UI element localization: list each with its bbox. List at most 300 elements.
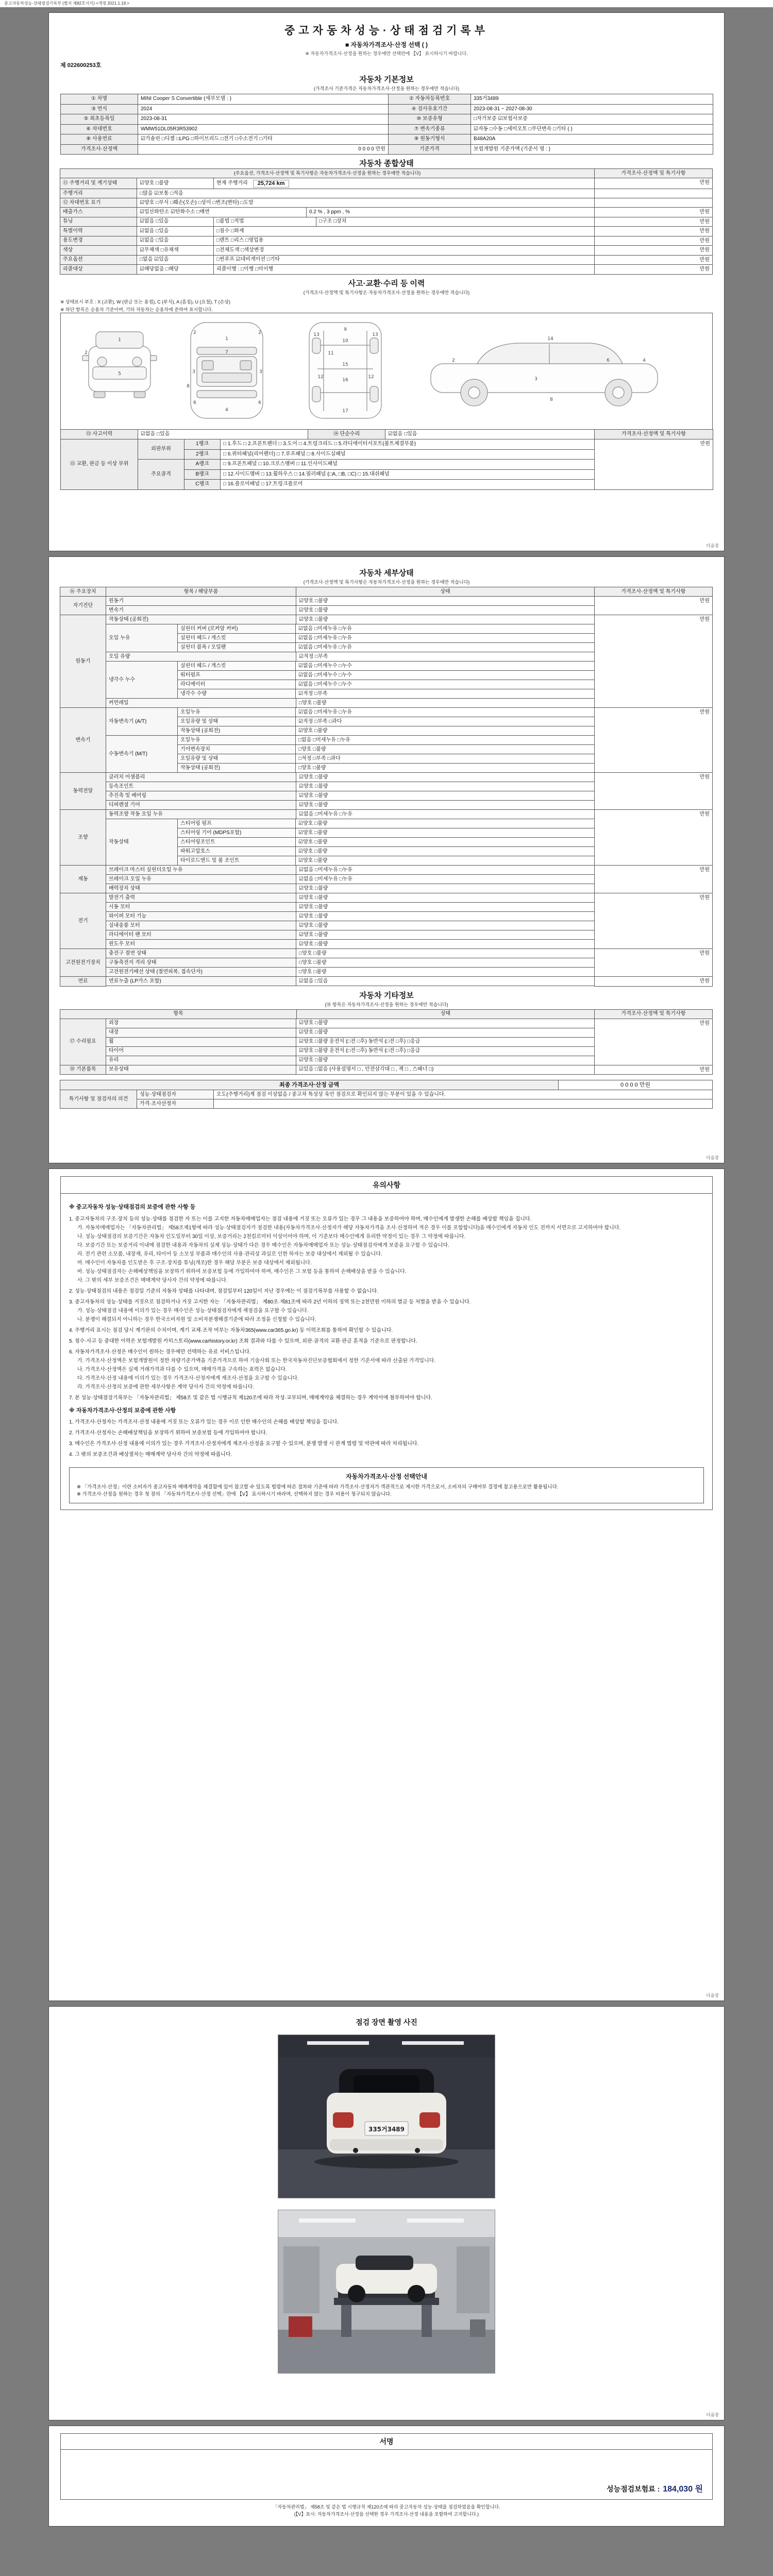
next-page-note: 다음장	[706, 1993, 719, 1998]
device-label: 고전원전기장치	[60, 948, 106, 977]
notice-text: 7. 본 성능·상태점검기록부는 「자동차관리법」 제58조 및 같은 법 시행규칙 제120조에 따라 작성·교부되며, 매매계약을 체결하는 경우 계약서에 첨부하여야 합니다.	[69, 1395, 432, 1401]
odometer-label: 현재 주행거리	[216, 180, 248, 187]
checkbox-cell[interactable]: ☑없음 □미세누유 □누유	[295, 633, 595, 643]
comprehensive-row	[60, 207, 713, 217]
sub-row	[178, 828, 595, 838]
sub-row	[178, 642, 595, 652]
sub-row	[178, 707, 595, 717]
notice-item	[69, 1417, 704, 1428]
notice-item	[69, 1438, 704, 1449]
checkbox-cell[interactable]: ☑양호 □불량	[296, 939, 595, 949]
item-label: 원동기	[106, 596, 296, 606]
checkbox-cell[interactable]: □양호 □불량	[295, 763, 595, 773]
fuel-checkboxes[interactable]: ☑가솔린 □디젤 □LPG □하이브리드 □전기 □수소전기 □기타	[138, 134, 389, 145]
car-damage-diagram-box	[60, 313, 713, 430]
checkbox-cell[interactable]: □불법 □적법	[213, 217, 316, 227]
page-3	[48, 1168, 725, 2001]
sub-item-label: 기어변속장치	[177, 744, 296, 754]
state-code-legend: ※ 상태표시 부호 : X (교환), W (판금 또는 용접), C (부식), A (흠집), U (요철), T (손상)	[60, 299, 230, 304]
checkbox-cell[interactable]: □양호 □불량	[296, 698, 595, 708]
rank2-label: 2랭크	[184, 449, 221, 460]
sub-item-label: 냉각수 수량	[177, 689, 296, 699]
price-cell: 만원	[594, 948, 713, 977]
item-block	[106, 1065, 595, 1075]
basic-info-table	[60, 94, 713, 155]
sub-item-label: 오일누유	[177, 735, 296, 745]
engine-type-value: B48A20A	[471, 134, 713, 145]
checkbox-cell[interactable]: ☑양호 □불량	[296, 884, 595, 893]
checkbox-cell[interactable]: □침수 □화재	[213, 226, 595, 236]
checkbox-cell[interactable]: ☑양호 □불량	[296, 930, 595, 940]
price-cell: 만원	[594, 236, 713, 246]
rankC-checkboxes[interactable]: □ 16.플로어패널 □ 17.트렁크플로어	[221, 480, 595, 490]
svg-text:1: 1	[225, 336, 228, 342]
checkbox-cell[interactable]: ☑양호 □불량	[296, 921, 595, 930]
device-column-header: ⑯ 주요장치	[60, 587, 106, 597]
sub-row	[178, 689, 595, 699]
checkbox-cell[interactable]: □적정 □부족 □과다	[295, 754, 595, 764]
sub-item-label: 실린더 헤드 / 개스킷	[177, 633, 296, 643]
device-group	[60, 772, 713, 810]
svg-text:6: 6	[193, 400, 196, 405]
price-cell: 만원	[594, 1019, 713, 1065]
checkbox-cell[interactable]: 리콜이행 : □이행 □미이행	[213, 264, 595, 275]
price-cell: 만원	[594, 245, 713, 256]
item-label: 실내송풍 모터	[106, 921, 296, 930]
accident-title: 사고·교환·수리 등 이력	[348, 279, 425, 288]
inspection-period-value: 2023-08-31 ~ 2027-08-30	[471, 104, 713, 114]
item-block	[106, 819, 595, 866]
checkbox-cell[interactable]: ☑없음 □미세누유 □누유	[295, 707, 595, 717]
notice-text: 3. 중고자동차의 성능·상태를 거짓으로 점검하거나 거짓 고지한 자는 「자동차관리법」 제80조·제81조에 따라 2년 이하의 징역 또는 2천만원 이하의 벌금 등 처벌을 받을 수 있습니다.	[69, 1299, 471, 1305]
svg-text:13: 13	[313, 332, 320, 337]
base-price-value: 보험개발원 기준가액 (기준서 명 : )	[471, 144, 713, 155]
row-label: 용도변경	[60, 236, 137, 246]
rankB-checkboxes[interactable]: □ 12.사이드멤버 □ 13.휠하우스 □ 14.필러패널 (□A, □B, □C) □ 15.대쉬패널	[221, 469, 595, 480]
checkbox-cell[interactable]: □양호 □불량	[296, 967, 595, 977]
item-label: 냉각수 누수	[106, 661, 178, 699]
notice-item	[69, 1286, 704, 1297]
item-label: 수동변속기 (M/T)	[106, 735, 178, 773]
sub-item-label: 라디에이터	[177, 680, 296, 689]
sub-row	[178, 624, 595, 634]
notice-item	[69, 1428, 704, 1438]
item-label: 작동상태 (공회전)	[106, 615, 296, 624]
notice-item	[69, 1336, 704, 1347]
vin-value: WMW51DL05R3R53902	[138, 124, 389, 134]
checkbox-cell[interactable]: □양호 □불량	[296, 958, 595, 968]
svg-text:9: 9	[344, 327, 347, 332]
detail-title: 자동차 세부상태	[359, 569, 414, 578]
item-label: 고전원전기배선 상태 (절연피복, 접속단자)	[106, 967, 296, 977]
svg-text:2: 2	[193, 330, 196, 335]
page-4	[48, 2006, 725, 2420]
notice-subtext: 다. 가격조사·산정 내용에 이의가 있는 경우 가격조사·산정자에게 재조사·산정을 요구할 수 있습니다.	[77, 1375, 299, 1381]
final-amount-value: 0 0 0 0 만원	[558, 1080, 713, 1090]
car-diagram	[62, 315, 711, 425]
notice-item	[69, 1393, 704, 1403]
sub-row	[178, 819, 595, 828]
exchange-label: ⑮ 교환, 판금 등 이상 부위	[61, 439, 138, 490]
comprehensive-header	[60, 168, 713, 178]
notice-text: 1. 가격조사·산정자는 가격조사·산정 내용에 거짓 또는 오류가 있는 경우 이로 인한 매수인의 손해를 배상할 책임을 집니다.	[69, 1419, 339, 1425]
page-5	[48, 2426, 725, 2527]
vehicle-name-value: MINI Cooper S Convertible (세부모델 : )	[138, 94, 389, 105]
next-page-note: 다음장	[706, 543, 719, 548]
checkbox-cell[interactable]: ☑없음 □있음	[137, 236, 214, 246]
accident-note: (가격조사·산정액 및 특기사항은 자동차가격조사·산정을 원하는 경우에만 적습니다)	[303, 290, 470, 295]
transmission-checkboxes[interactable]: ☑자동 □수동 □세미오토 □무단변속 □기타 ( )	[471, 124, 713, 134]
item-block	[106, 967, 595, 977]
checkbox-cell[interactable]: □렌트 □리스 □영업용	[213, 236, 595, 246]
item-label: 구동축전지 격리 상태	[106, 958, 296, 968]
field-label: ③ 연식	[61, 104, 138, 114]
device-group	[60, 865, 713, 893]
checkbox-cell[interactable]: ☑없음 □있음	[137, 226, 214, 236]
checkbox-cell[interactable]: ☑해당없음 □해당	[137, 264, 214, 275]
checkbox-cell[interactable]: ☑없음 □미세누유 □누유	[296, 874, 595, 884]
insurance-fee-label: 성능점검보험료 :	[607, 2485, 660, 2493]
sub-row	[178, 633, 595, 643]
notice-subtext: 가. 가격조사·산정액은 보험개발원이 정한 차량기준가액을 기준가격으로 하여 기술사회 또는 한국자동차진단보증협회에서 정한 기준서에 따라 산출된 가격입니다.	[77, 1358, 436, 1364]
checkbox-cell[interactable]: ☑양호 □불량	[296, 615, 595, 624]
item-label: 오일 누유	[106, 624, 178, 652]
item-label: 와이퍼 모터 기능	[106, 911, 296, 921]
item-block	[106, 735, 595, 773]
other-header	[60, 1009, 713, 1019]
device-label: ⑰ 수리필요	[60, 1019, 106, 1065]
price-cell: 만원	[594, 976, 713, 987]
price-cell: 만원	[594, 809, 713, 866]
price-column-header: 가격조사·산정액 및 특기사항	[595, 429, 713, 439]
checkbox-cell[interactable]: ☑없음 □있음	[137, 217, 214, 227]
outer-panel-label: 외판부위	[138, 439, 184, 460]
sub-item-label: 작동상태 (공회전)	[177, 726, 296, 736]
appraiser-remark	[213, 1099, 713, 1109]
device-group	[60, 893, 713, 949]
other-info-note: (⑱ 항목은 자동차가격조사·산정을 원하는 경우에만 적습니다)	[325, 1002, 448, 1007]
appraiser-label: 가격·조사산정자	[137, 1099, 214, 1109]
svg-text:11: 11	[328, 350, 334, 356]
checkbox-cell[interactable]: ☑양호 □불량	[296, 605, 595, 615]
checkbox-cell[interactable]: ☑양호 □불량	[295, 837, 595, 847]
sub-item-label: 실린더 헤드 / 개스킷	[177, 661, 296, 671]
item-label: 라디에이터 팬 모터	[106, 930, 296, 940]
notices-section1-title: ※ 중고자동차 성능·상태점검의 보증에 관한 사항 등	[69, 1204, 196, 1210]
item-block	[106, 661, 595, 699]
price-cell: 만원	[594, 226, 713, 236]
checkbox-cell[interactable]: 0.2 % , 3 ppm , %	[306, 207, 595, 217]
field-label: ④ 검사유효기간	[389, 104, 471, 114]
item-label: 브레이크 오일 누유	[106, 874, 296, 884]
item-block	[106, 791, 595, 801]
sub-item-label: 워터펌프	[177, 670, 296, 680]
device-label: 원동기	[60, 615, 106, 708]
other-info-title: 자동차 기타정보	[359, 991, 414, 1000]
checkbox-cell[interactable]: ☑양호 □불량	[295, 819, 595, 828]
field-label: ⑩ 보증유형	[389, 114, 471, 125]
price-cell: 만원	[594, 217, 713, 227]
svg-text:8: 8	[187, 383, 190, 389]
row-label: 튜닝	[60, 217, 137, 227]
field-label: ⑤ 최초등록일	[61, 114, 138, 125]
item-label: 커먼레일	[106, 698, 296, 708]
checkbox-cell[interactable]: □없음 □미세누유 □누유	[295, 735, 595, 745]
item-label: 자동변속기 (A/T)	[106, 707, 178, 736]
inspection-insurance-fee	[607, 2482, 703, 2494]
checkbox-cell[interactable]: ☑양호 □불량	[296, 1028, 595, 1038]
item-label: 시동 모터	[106, 902, 296, 912]
item-block	[106, 865, 595, 875]
device-label: 전기	[60, 893, 106, 949]
notices-section2-title: ※ 자동차가격조사·산정의 보증에 관한 사항	[69, 1407, 176, 1414]
svg-text:15: 15	[342, 362, 348, 367]
rank2-checkboxes[interactable]: □ 6.쿼터패널(리어펜더) □ 7.루프패널 □ 8.사이드실패널	[221, 449, 595, 460]
comprehensive-row	[60, 189, 713, 198]
odometer-value: 25,724 km	[253, 180, 290, 188]
sub-item-label: 작동상태 (공회전)	[177, 763, 296, 773]
checkbox-cell[interactable]: ☑양호 □불량	[296, 772, 595, 782]
checkbox-cell[interactable]: ☑없음 □미세누유 □누유	[296, 809, 595, 819]
checkbox-cell[interactable]: ☑양호 □불량	[295, 726, 595, 736]
svg-text:1: 1	[118, 337, 121, 343]
sub-row	[178, 726, 595, 736]
photos-title: 점검 장면 촬영 사진	[356, 2018, 417, 2026]
price-cell: 만원	[594, 893, 713, 949]
accident-history-label: ⑬ 사고이력	[61, 429, 138, 439]
checkbox-cell[interactable]: □없음 ☑있음	[137, 255, 214, 265]
price-cell: 만원	[594, 207, 713, 217]
other-info-table	[60, 1019, 713, 1075]
row-label: 색상	[60, 245, 137, 256]
item-block	[106, 596, 595, 606]
checkbox-cell[interactable]: ☑무채색 □유채색	[137, 245, 214, 256]
detail-table	[60, 596, 713, 987]
price-cell	[594, 198, 713, 208]
item-label: 윈도우 모터	[106, 939, 296, 949]
checkbox-cell[interactable]: ☑양호 □불량	[296, 800, 595, 810]
checkbox-cell[interactable]: □많음 ☑보통 □적음	[137, 189, 595, 198]
checkbox-cell[interactable]: ☑양호 □불량 운전석 (□전 □후) 동반석 (□전 □후) □응급	[296, 1046, 595, 1056]
checkbox-cell[interactable]: ☑양호 □불량	[296, 596, 595, 606]
checkbox-cell[interactable]: ☑양호 □불량	[296, 1056, 595, 1065]
sub-row	[178, 744, 595, 754]
price-survey-guide-box	[69, 1467, 704, 1503]
price-survey-select-checkbox[interactable]: ■ 자동차가격조사·산정 선택 ( )	[345, 41, 428, 48]
device-group	[60, 809, 713, 866]
checkbox-cell[interactable]: ☑없음 □미세누수 □누수	[295, 670, 595, 680]
detail-note: (가격조사·산정액 및 특기사항은 자동차가격조사·산정을 원하는 경우에만 적습니다)	[303, 580, 470, 585]
price-cell: 만원	[594, 1065, 713, 1075]
comprehensive-note: (주요옵션, 가격조사·산정액 및 특기사항은 자동차가격조사·산정을 원하는 경우에만 적습니다)	[60, 168, 595, 178]
checkbox-cell[interactable]: ☑양호 □불량	[137, 178, 214, 189]
notice-subtext: 사. 그 밖의 세부 보증조건은 매매계약 당사자 간의 약정에 따릅니다.	[77, 1277, 228, 1283]
item-block	[106, 1056, 595, 1065]
item-column-header: 항목	[60, 1009, 297, 1019]
item-label: 작동상태	[106, 819, 178, 866]
svg-text:4: 4	[643, 358, 646, 363]
item-block	[106, 800, 595, 810]
device-group	[60, 1019, 713, 1065]
notice-item	[69, 1449, 704, 1460]
rank1-label: 1랭크	[184, 439, 221, 450]
item-label: 클러치 어셈블리	[106, 772, 296, 782]
item-label: 타이어	[106, 1046, 296, 1056]
price-column-header: 가격조사·산정액 및 특기사항	[594, 1009, 713, 1019]
checkbox-cell[interactable]: ☑양호 □불량	[296, 791, 595, 801]
state-column-header: 상태	[296, 1009, 595, 1019]
svg-text:14: 14	[547, 336, 553, 342]
item-block	[106, 939, 595, 949]
device-label: ⑱ 기본품목	[60, 1065, 106, 1075]
device-group	[60, 948, 713, 977]
checkbox-cell[interactable]: ☑적정 □부족	[295, 689, 595, 699]
row-label: ⑫ 차대번호 표기	[60, 198, 137, 208]
comprehensive-table	[60, 178, 713, 275]
checkbox-cell[interactable]: ☑없음 □미세누수 □누수	[295, 661, 595, 671]
checkbox-cell[interactable]: ☑양호 □부식 □훼손(오손) □상이 □변조(변타) □도말	[137, 198, 595, 208]
item-block	[106, 1046, 595, 1056]
field-label: 가격조사·산정액	[61, 144, 138, 155]
checkbox-cell[interactable]: ☑양호 □불량	[296, 911, 595, 921]
svg-text:3: 3	[192, 369, 195, 375]
device-group	[60, 1065, 713, 1075]
notice-subtext: 마. 매수인이 자동차를 인도받은 후 구조·장치를 튜닝(개조)한 경우 해당 부분은 보증 대상에서 제외됩니다.	[77, 1260, 312, 1266]
comprehensive-row	[60, 236, 713, 246]
notice-item	[69, 1297, 704, 1325]
sub-item-label: 스티어링조인트	[177, 837, 296, 847]
checkbox-cell[interactable]: ☑양호 □불량	[296, 1019, 595, 1028]
device-label: 조향	[60, 809, 106, 866]
item-block	[106, 624, 595, 652]
device-label: 연료	[60, 976, 106, 987]
checkbox-cell[interactable]: ☑양호 □불량	[295, 846, 595, 856]
rank1-checkboxes[interactable]: □ 1.후드 □ 2.프론트펜더 □ 3.도어 □ 4.트렁크리드 □ 5.라디에이터서포트(볼트체결부품)	[221, 439, 595, 450]
row-label: 주행거리	[60, 189, 137, 198]
checkbox-cell[interactable]: ☑양호 □불량	[295, 856, 595, 866]
checkbox-cell[interactable]: ☑없음 □미세누유 □누유	[296, 865, 595, 875]
item-label: 추진축 및 베어링	[106, 791, 296, 801]
item-label: 변속기	[106, 605, 296, 615]
inspector-remark: 오도(주행거리)계 점검 이상없음 / 중고차 특성상 육안 점검으로 확인되지 않는 부분이 있을 수 있습니다.	[213, 1090, 713, 1099]
checkbox-cell[interactable]: ☑양호 □불량	[296, 782, 595, 791]
remarks-label: 특기사항 및 점검자의 의견	[60, 1090, 137, 1109]
price-cell: 만원	[594, 707, 713, 773]
checkbox-cell[interactable]: ☑없음 □미세누유 □누유	[295, 624, 595, 634]
next-page-note: 다음장	[706, 2412, 719, 2417]
notice-text: 4. 그 밖의 보증조건과 배상절차는 매매계약 당사자 간의 약정에 따릅니다.	[69, 1452, 232, 1458]
document-title: 중고자동차성능·상태점검기록부	[284, 25, 489, 37]
checkbox-cell[interactable]: ☑양호 □불량	[296, 893, 595, 903]
warranty-type-checkboxes[interactable]: □자가보증 ☑보험사보증	[471, 114, 713, 125]
checkbox-cell[interactable]: ☑있음 □없음 (사용설명서 □ , 안전삼각대 □ , 잭 □ , 스패너 □)	[296, 1065, 595, 1075]
field-label: ⑨ 원동기형식	[389, 134, 471, 145]
inspection-photo-lift	[278, 2210, 495, 2374]
checkbox-cell[interactable]: ☑일산화탄소 ☑탄화수소 □매연	[137, 207, 307, 217]
item-block	[106, 1019, 595, 1028]
notice-subtext: 가. 성능·상태점검 내용에 이의가 있는 경우 매수인은 성능·상태점검자에게 재점검을 요구할 수 있습니다.	[77, 1308, 309, 1314]
sub-row	[178, 661, 595, 671]
checkbox-cell[interactable]: □썬루프 ☑네비게이션 □기타	[213, 255, 595, 265]
checkbox-cell[interactable]: ☑양호 □불량	[295, 828, 595, 838]
sub-item-label: 실린더 커버 (로커암 커버)	[177, 624, 296, 634]
checkbox-cell[interactable]: ☑적정 □부족 □과다	[295, 717, 595, 726]
item-block	[106, 1028, 595, 1038]
notice-subtext: 바. 성능·상태점검자는 손해배상책임을 보장하기 위하여 보증보험 등에 가입하여야 하며, 매수인은 그 보험 등을 통하여 손해배상을 받을 수 있습니다.	[77, 1268, 407, 1275]
notices-section2-list	[69, 1417, 704, 1460]
accident-history-checkboxes[interactable]: ☑없음 □있음	[138, 429, 308, 439]
item-block	[106, 893, 595, 903]
device-group	[60, 707, 713, 773]
checkbox-cell[interactable]: □구조 □장치	[316, 217, 595, 227]
price-column-header: 가격조사·산정액 및 특기사항	[594, 168, 713, 178]
state-column-header: 상태	[296, 587, 595, 597]
item-label: 오일 유량	[106, 652, 296, 662]
svg-text:7: 7	[225, 349, 228, 355]
notice-text: 2. 가격조사·산정자는 손해배상책임을 보장하기 위하여 보증보험 등에 가입하여야 합니다.	[69, 1430, 267, 1436]
license-plate-text: 335거3489	[368, 2126, 405, 2133]
checkbox-cell[interactable]: ☑적정 □부족	[296, 652, 595, 662]
item-block	[106, 948, 595, 958]
item-label: 동력조향 작동 오일 누유	[106, 809, 296, 819]
simple-repair-checkboxes[interactable]: ☑없음 □있음	[385, 429, 595, 439]
simple-repair-label: ⑭ 단순수리	[308, 429, 385, 439]
rankC-label: C랭크	[184, 480, 221, 490]
checkbox-cell[interactable]: ☑없음 □미세누수 □누수	[295, 680, 595, 689]
item-block	[106, 902, 595, 912]
sub-row	[178, 717, 595, 726]
page-2	[48, 556, 725, 1163]
svg-text:6: 6	[258, 400, 261, 405]
svg-text:12: 12	[368, 374, 374, 380]
checkbox-cell[interactable]: ☑없음 □있음	[296, 976, 595, 986]
next-page-note: 다음장	[706, 1155, 719, 1160]
item-label: 배력장치 상태	[106, 884, 296, 893]
checkbox-cell[interactable]: ☑양호 □불량 운전석 (□전 □후) 동반석 (□전 □후) □응급	[296, 1037, 595, 1047]
comprehensive-title: 자동차 종합상태	[359, 159, 414, 168]
inspector-label: 성능·상태점검자	[137, 1090, 214, 1099]
notice-subtext: 다. 보증기간 또는 보증거리 이내에 점검한 내용과 자동차의 실제 성능·상태가 다른 경우 매수인은 자동차매매업자 또는 성능·상태점검자에게 보증을 요구할 수 있습니다.	[77, 1242, 449, 1248]
notices-section1-list	[69, 1214, 704, 1403]
checkbox-cell[interactable]: □전체도색 □색상변경	[213, 245, 595, 256]
notices-box	[60, 1176, 713, 1510]
sub-item-label: 실린더 블록 / 오일팬	[177, 642, 296, 652]
notice-subtext: 나. 성능·상태점검의 보증기간은 자동차 인도일부터 30일 이상, 보증거리는 2천킬로미터 이상이어야 하며, 이 기준보다 매수인에게 유리한 약정이 있는 경우 그 약정에 따릅니다.	[77, 1233, 466, 1240]
item-label: 내장	[106, 1028, 296, 1038]
checkbox-cell[interactable]: □양호 □불량	[295, 744, 595, 754]
checkbox-cell[interactable]: □양호 □불량	[296, 948, 595, 958]
svg-text:12: 12	[317, 374, 324, 380]
price-survey-guide-line1: ※ 「가격조사·산정」이란 소비자가 중고자동차 매매계약을 체결함에 있어 참고할 수 있도록 법령에 따른 절차와 기준에 따라 가격조사·산정자가 객관적으로 제시한 가격으로서, 소비자의 구매여부 결정에 참고용으로만 활용됩니다.	[77, 1484, 559, 1490]
checkbox-cell[interactable]: ☑양호 □불량	[296, 902, 595, 912]
item-block	[106, 782, 595, 791]
field-label: ⑦ 변속기종류	[389, 124, 471, 134]
notice-subtext: 나. 분쟁이 해결되지 아니하는 경우 한국소비자원 및 소비자분쟁해결기준에 따라 조정을 신청할 수 있습니다.	[77, 1316, 316, 1323]
sub-row	[178, 846, 595, 856]
svg-text:3: 3	[259, 369, 262, 375]
device-group	[60, 596, 713, 615]
checkbox-cell[interactable]: ☑없음 □미세누유 □누유	[295, 642, 595, 652]
page-1	[48, 12, 725, 551]
svg-text:2: 2	[258, 330, 261, 335]
price-cell: 만원	[594, 178, 713, 189]
rankA-checkboxes[interactable]: □ 9.프론트패널 □ 10.크로스멤버 □ 11.인사이드패널	[221, 460, 595, 470]
item-block	[106, 615, 595, 624]
detail-header	[60, 587, 713, 597]
checkbox-cell[interactable]	[213, 178, 595, 189]
accident-history-table	[60, 429, 713, 440]
notice-item	[69, 1347, 704, 1393]
